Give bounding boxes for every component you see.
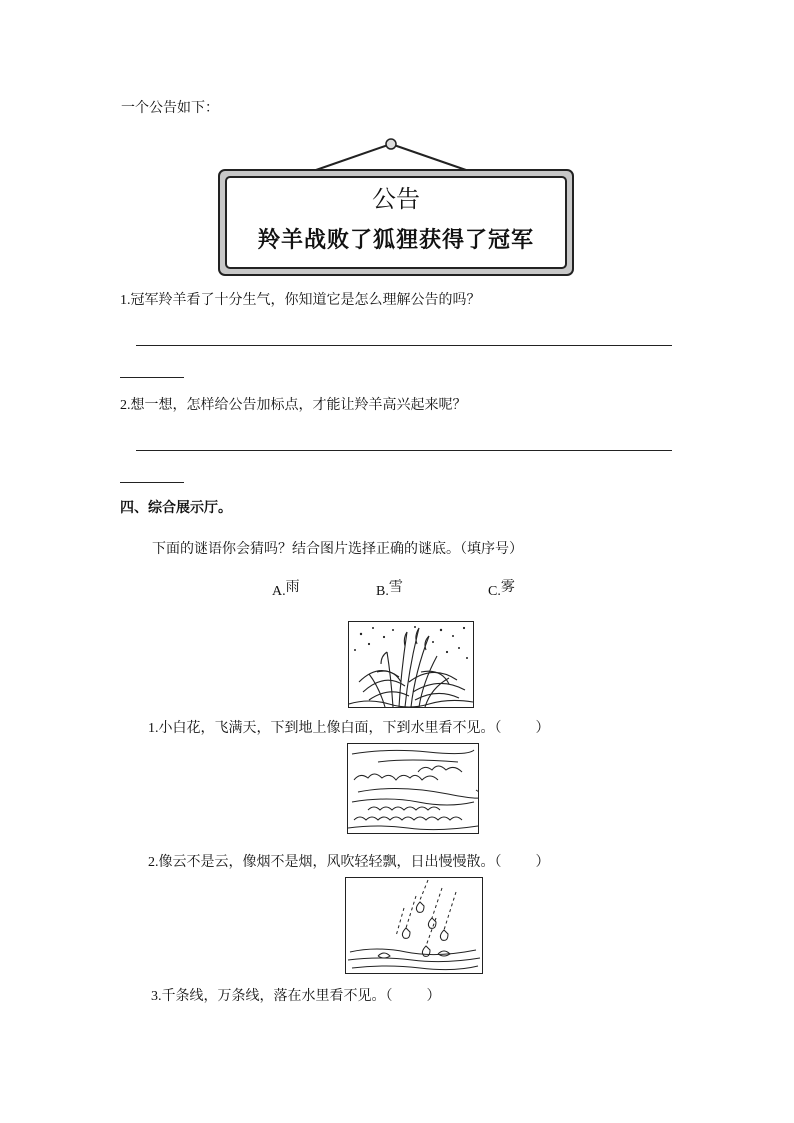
riddle-close-paren: ） [535, 720, 550, 736]
option-b [376, 581, 403, 602]
fog-clouds-picture [347, 743, 479, 834]
riddle-1 [148, 718, 550, 739]
riddle-2 [148, 852, 550, 873]
option-letter: A. [272, 584, 286, 599]
answer-line-short[interactable] [120, 482, 184, 483]
riddle-text: 千条线，万条线，落在水里看不见。（ [161, 988, 393, 1004]
notice-board [216, 136, 576, 278]
question-text: 冠军羚羊看了十分生气，你知道它是怎么理解公告的吗？ [130, 292, 481, 308]
answer-line[interactable] [136, 450, 672, 451]
option-letter: C. [488, 584, 501, 599]
option-c [488, 581, 515, 602]
riddle-number: 3. [151, 989, 162, 1004]
option-word: 雪 [388, 579, 403, 595]
option-a [272, 581, 300, 602]
fog-clouds-drawing [348, 744, 478, 833]
intro-text: 一个公告如下： [121, 100, 219, 116]
question-text: 想一想，怎样给公告加标点，才能让羚羊高兴起来呢？ [130, 397, 467, 413]
question-number: 1. [120, 293, 131, 308]
snowy-reeds-picture [348, 621, 474, 708]
riddle-close-paren: ） [535, 854, 550, 870]
question-1 [120, 290, 481, 311]
answer-line[interactable] [136, 345, 672, 346]
section-heading: 四、综合展示厅。 [120, 500, 232, 516]
riddle-close-paren: ） [426, 988, 441, 1004]
riddle-text: 像云不是云，像烟不是烟，风吹轻轻飘，日出慢慢散。（ [158, 854, 502, 870]
answer-line-short[interactable] [120, 377, 184, 378]
riddle-3 [151, 986, 441, 1007]
riddle-number: 2. [148, 855, 159, 870]
notice-title: 公告 [372, 185, 420, 213]
riddle-text: 小白花，飞满天，下到地上像白面，下到水里看不见。（ [158, 720, 502, 736]
option-letter: B. [376, 584, 389, 599]
rain-drops-drawing [346, 878, 482, 973]
option-word: 雨 [285, 579, 300, 595]
rain-drops-picture [345, 877, 483, 974]
question-2 [120, 395, 467, 416]
notice-text: 羚羊战败了狐狸获得了冠军 [257, 228, 534, 253]
option-word: 雾 [500, 579, 515, 595]
snowy-reeds-drawing [349, 622, 473, 707]
instruction-text: 下面的谜语你会猜吗？结合图片选择正确的谜底。（填序号） [152, 541, 523, 557]
question-number: 2. [120, 398, 131, 413]
riddle-number: 1. [148, 721, 159, 736]
